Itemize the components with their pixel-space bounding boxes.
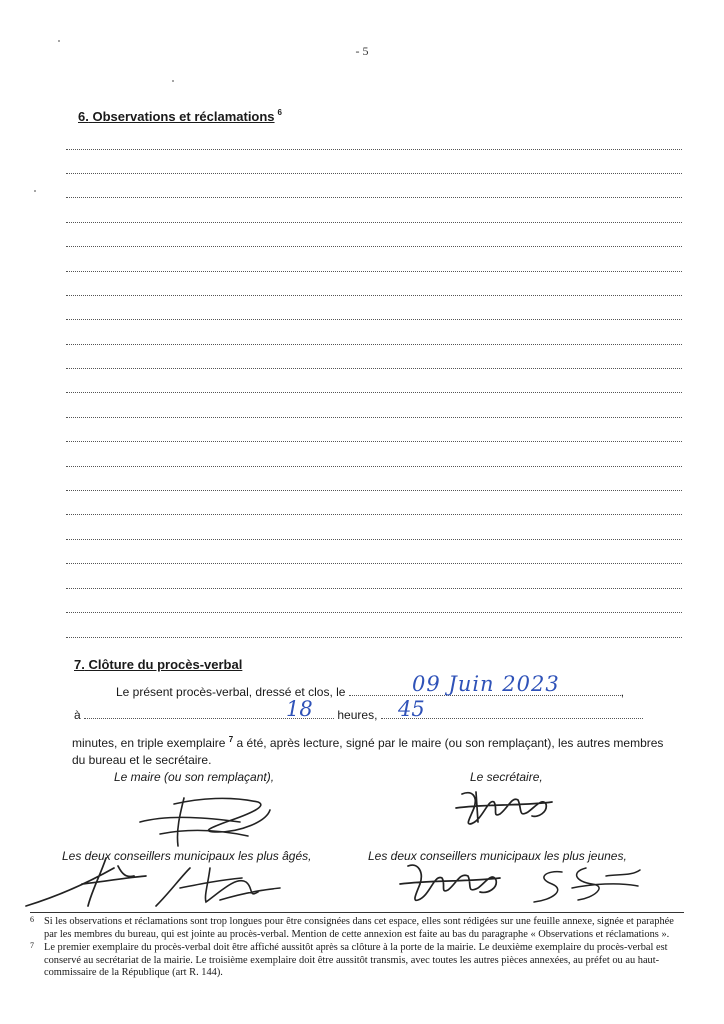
observation-line [66,539,682,540]
secretary-label: Le secrétaire, [470,770,543,784]
youngest-councillor-signature-1 [396,858,506,908]
footnote-6 [30,916,684,941]
scan-speck [34,190,36,192]
observation-line [66,246,682,247]
closing-paragraph [72,731,672,769]
handwritten-hours: 18 [286,697,313,721]
closing-line-2 [74,708,643,722]
hours-label: heures, [337,708,378,722]
footnote-7 [30,942,684,980]
observation-line [66,222,682,223]
observation-line [66,271,682,272]
footnote-text: Le premier exemplaire du procès-verbal doit être affiché aussitôt après sa clôture à la porte de la mairie. Le deuxième exemplaire du procès-verbal est conservé au secrétariat de la mairie. Le troisième exemplaire doit être aussitôt transmis, avec toutes les autres pièces annexées, au préfet ou au haut-commissaire de la République (art R. 144). [44,942,668,979]
footnotes [30,912,684,981]
observation-line [66,441,682,442]
section-7-number: 7. [74,657,85,672]
handwritten-date: 09 Juin 2023 [412,672,560,696]
footnote-ref-7: 7 [228,735,234,744]
observation-line [66,319,682,320]
section-7-title: Clôture du procès-verbal [88,657,243,672]
closing-text-2: a été, après lecture, signé par le maire (ou son remplaçant), les autres membres du bureau et le secrétaire. [72,736,664,767]
observation-line [66,490,682,491]
section-6-title: Observations et réclamations [92,109,275,124]
observation-line [66,392,682,393]
observation-line [66,466,682,467]
observation-line [66,295,682,296]
youngest-councillor-signature-2 [522,862,646,908]
oldest-councillor-signature-1 [22,856,152,912]
observation-line [66,417,682,418]
footnote-ref-6: 6 [277,108,282,117]
observation-line [66,173,682,174]
oldest-councillors-label: Les deux conseillers municipaux les plus âgés, [62,849,312,863]
oldest-councillor-signature-2 [150,862,284,910]
page-number: - 5 [355,44,369,58]
footnote-mark: 7 [30,941,34,951]
observation-line [66,588,682,589]
observation-line [66,368,682,369]
observation-line [66,197,682,198]
footnote-mark: 6 [30,915,34,924]
section-6-heading [78,108,282,124]
secretary-signature [452,784,558,830]
location-prefix: à [74,708,81,722]
scan-speck [58,40,60,42]
footnote-text: Si les observations et réclamations sont trop longues pour être consignées dans cet espace, elles sont rédigées sur une feuille annexe, signée et paraphée par les membres du bureau, qui est jointe au procès-verbal. Mention de cette annexion est faite au bas du paragraphe « Observations et réclamations ». [44,916,674,940]
section-6-number: 6. [78,109,89,124]
observation-line [66,563,682,564]
youngest-councillors-label: Les deux conseillers municipaux les plus jeunes, [368,849,627,863]
handwritten-minutes: 45 [398,697,425,721]
observation-line [66,612,682,613]
observation-line [66,149,682,150]
mayor-label: Le maire (ou son remplaçant), [114,770,275,784]
scan-speck [172,80,174,82]
observation-line [66,514,682,515]
observation-line [66,344,682,345]
closing-prefix: Le présent procès-verbal, dressé et clos, le [116,685,346,699]
section-7-heading [74,657,242,672]
observation-line [66,637,682,638]
mayor-signature [130,792,280,850]
closing-text-1: minutes, en triple exemplaire [72,736,226,750]
closing-comma: , [620,685,625,699]
